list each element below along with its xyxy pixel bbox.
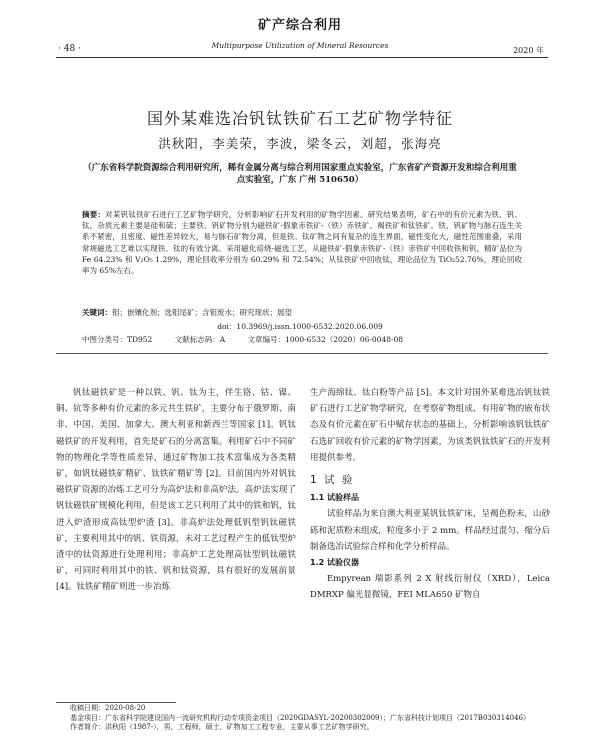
- doi: doi：10.3969/j.issn.1000-6532.2020.06.009: [217, 322, 383, 331]
- footnote-author: 作者简介：洪秋阳（1987-），男，工程师，硕士，矿物加工工程专业，主要从事工艺矿物学研究。: [70, 723, 374, 732]
- section-separator: [56, 353, 548, 354]
- abstract: [82, 209, 522, 276]
- paper-title: 国外某难选冶钒钛铁矿石工艺矿物学特征: [146, 109, 453, 128]
- footnote-received: 收稿日期：2020-08-20: [70, 704, 146, 712]
- journal-title-en: Multipurpose Utilization of Mineral Resources: [211, 41, 389, 50]
- keywords-text: 钼；嵌镶化剂；选钼尾矿；含钼废水；研究现状；展望: [112, 308, 292, 317]
- footnote-fund: 基金项目：广东省科学院建设国内一流研究机构行动专项资金项目（2020GDASYL-20200302009）；广东省科技计划项目（2017B030314046）: [70, 713, 531, 722]
- page-number: · 48 ·: [58, 44, 81, 54]
- instrument-paragraph: Empyrean 瑞影系列 2 X 射线衍射仪（XRD），Leica DMRXP 偏光显微镜，FEI MLA650 矿物自: [310, 574, 550, 601]
- body-left-column: [56, 385, 296, 596]
- affiliation: （广东省科学院资源综合利用研究所，稀有金属分离与综合利用国家重点实验室，广东省矿产资源开发和综合利用重点实验室，广东 广州 510650）: [83, 163, 517, 185]
- clc-number: 中图分类号：TD952: [82, 335, 153, 344]
- subsection-heading-sample: 1.1 试验样品: [310, 493, 359, 503]
- sample-paragraph: 试验样品为来自澳大利亚某钒钛铁矿床，呈褐色粉末，山砂砾和泥质粉末组成，粒度多小于 2 mm。样品经过混匀、缩分后制备选冶试验综合样和化学分析样品。: [310, 509, 550, 552]
- abstract-label: 摘要：: [82, 210, 106, 219]
- article-number: 文章编号：1000-6532（2020）06-0048-08: [247, 335, 404, 344]
- author-list: 洪秋阳，李美荣，李波，梁冬云，刘超，张海亮: [158, 136, 442, 151]
- journal-year: 2020 年: [513, 46, 544, 55]
- keywords: [82, 307, 522, 318]
- classification-line: [82, 334, 532, 345]
- document-code: 文献标志码：A: [174, 335, 226, 344]
- intro-paragraph-cont: 生产海绵钛、钛白粉等产品 [5]。本文针对国外某难选冶钒钛铁矿石进行工艺矿物学研究，在考察矿物组成、有用矿物的嵌布状态及有价元素在矿石中赋存状态的基础上，分析影响该钒钛铁矿石选矿回收有价元素的矿物学因素，为该类钒钛铁矿石的开发利用提供参考。: [310, 388, 550, 463]
- header-rule: [56, 57, 548, 58]
- intro-paragraph: 钒钛磁铁矿是一种以铁、钒、钛为主，伴生铬、钴、镍、铜、钪等多种有价元素的多元共生铁矿，主要分布于俄罗斯、南非、中国、美国、加拿大、澳大利亚和新西兰等国家 [1]。钒钛磁铁矿的开发利用，首先是矿石的分离富集。利用矿石中不同矿物的物理化学等性质差异，通过矿物加工技术富集成为各类精矿，如钒钛磁铁矿精矿、钛铁矿精矿等 [2]。目前国内外对钒钛磁铁矿资源的冶炼工艺可分为高炉法和非高炉法。高炉法实现了钒钛磁铁矿规模化利用，但是该工艺只利用了其中的铁和钒，钛进入炉渣形成高钛型炉渣 [3]。非高炉法处理低钒型钒钛磁铁矿，主要利用其中的钒、铁资源，未对工艺过程产生的低钛型炉渣中的钛资源进行处理利用；非高炉工艺处理高钛型钒钛磁铁矿，可同时利用其中的铁、钒和钛资源，具有很好的发展前景 [4]。钛铁矿精矿则进一步冶炼: [56, 388, 296, 593]
- body-right-column: [310, 385, 550, 604]
- abstract-text: 对某钒钛铁矿石进行工艺矿物学研究，分析影响矿石开发利用的矿物学因素。研究结果表明，矿石中的有价元素为铁、钒、钛，杂质元素主要是硅和硫；主要铁、钒矿物分别为磁铁矿-假象赤铁矿-（铁）赤铁矿、褐铁矿和钛铁矿。铁、钒矿物与脉石连生关系不紧密，且密度、磁性差异较大，易与脉石矿物分离，但是铁、钛矿物之间有复杂的连生界面，磁性变化大，磁性范围重叠，采用常规磁选工艺难以实现铁、钛的有效分离。采用磁化焙烧-磁选工艺，从磁铁矿-假象赤铁矿-（铁）赤铁矿中回收铁和钒，精矿品位为 Fe 64.23% 和 V₂O₅ 1.29%，理论回收率分别为 60.29% 和 72.54%；从钛铁矿中回收钛，理论品位为 TiO₂52.76%，理论回收率为 65%左右。: [82, 210, 522, 276]
- subsection-heading-instrument: 1.2 试验仪器: [310, 558, 359, 568]
- journal-title-cn: 矿产综合利用: [257, 18, 342, 33]
- section-heading-experiment: 1 试 验: [310, 474, 355, 487]
- footnote-rule: [56, 702, 176, 703]
- footnotes: [70, 704, 560, 733]
- keywords-label: 关键词：: [82, 308, 112, 317]
